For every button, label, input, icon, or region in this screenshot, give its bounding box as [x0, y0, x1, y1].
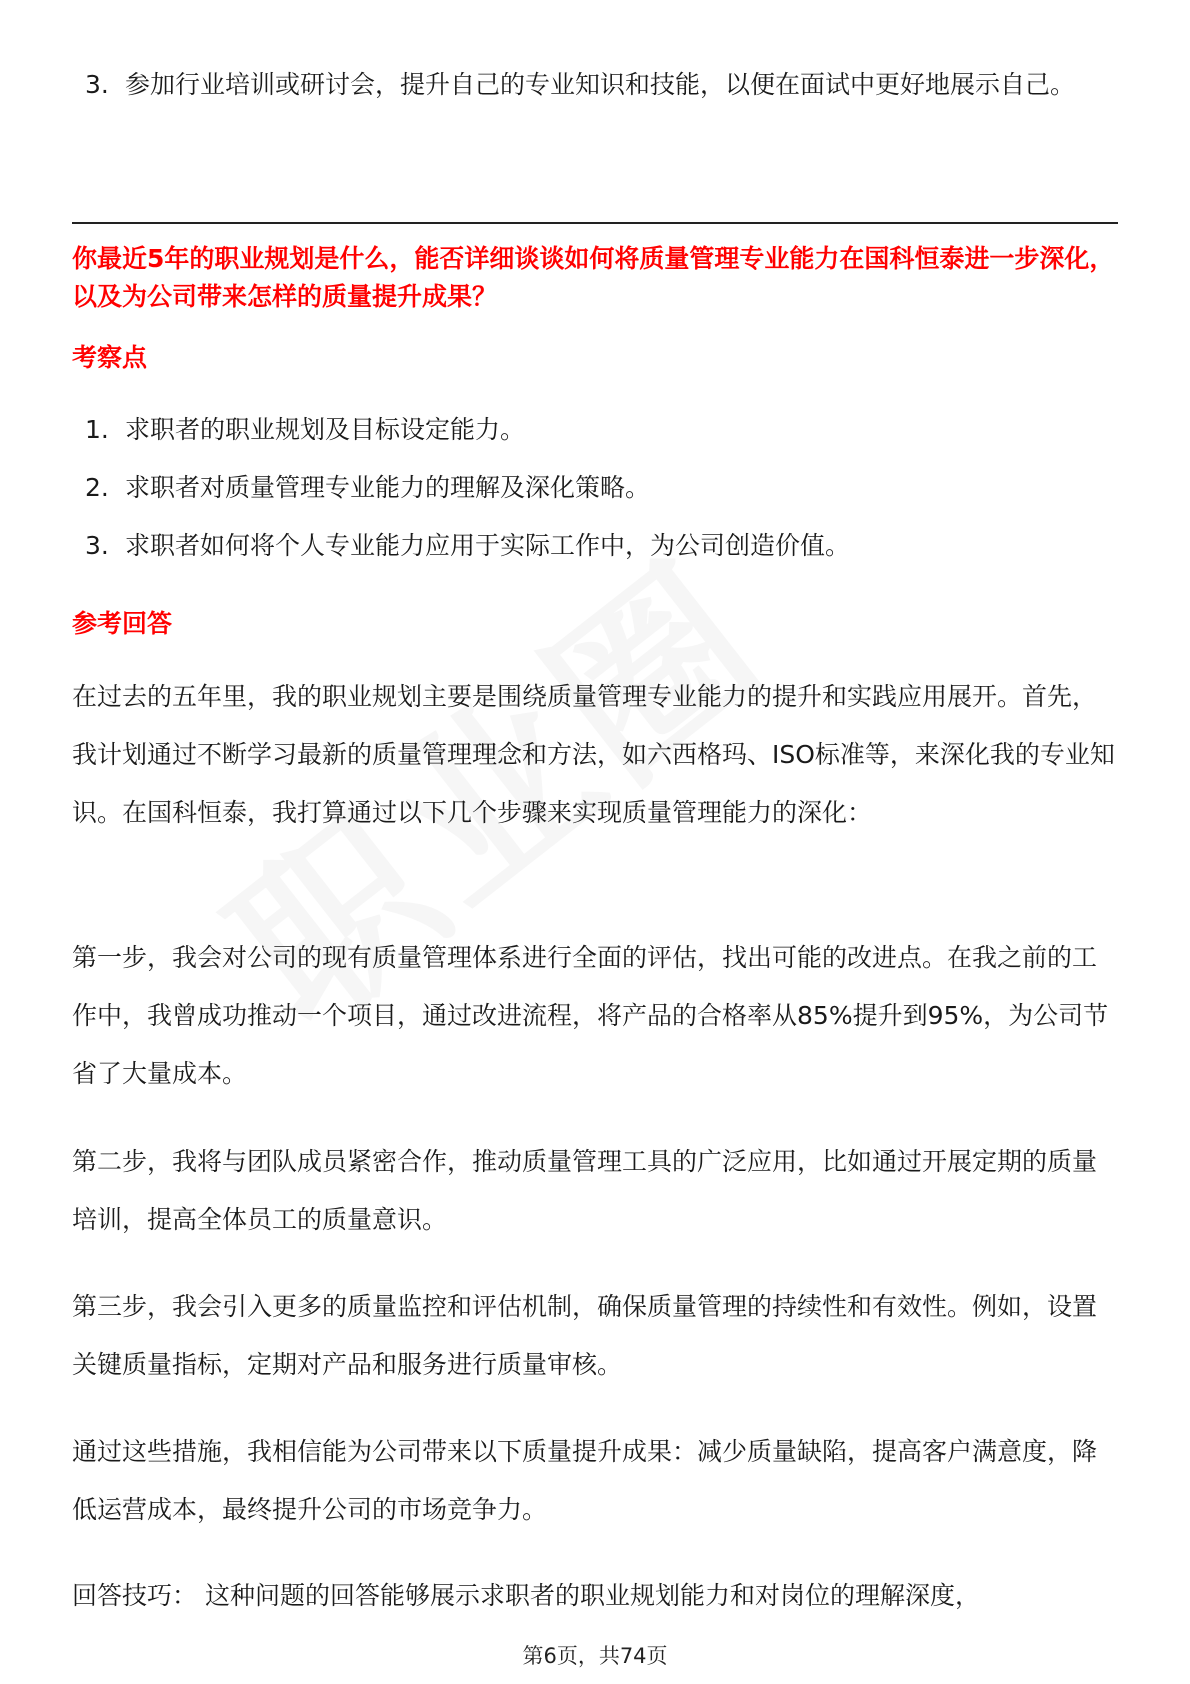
list-item-text: 参加行业培训或研讨会，提升自己的专业知识和技能，以便在面试中更好地展示自己。: [125, 70, 1076, 99]
list-item-number: 3.: [85, 531, 109, 560]
answer-paragraph: 第一步，我会对公司的现有质量管理体系进行全面的评估，找出可能的改进点。在我之前的工作中，我曾成功推动一个项目，通过改进流程，将产品的合格率从85%提升到95%，为公司节省了大量成本。: [72, 943, 1109, 1088]
question-heading: 你最近5年的职业规划是什么，能否详细谈谈如何将质量管理专业能力在国科恒泰进一步深化，以及为公司带来怎样的质量提升成果？: [72, 244, 1115, 311]
list-item: [85, 401, 1115, 459]
assessment-points-list: [85, 401, 1115, 575]
list-item-number: 2.: [85, 473, 109, 502]
list-item-number: 1.: [85, 415, 109, 444]
answer-tips-paragraph: 回答技巧： 这种问题的回答能够展示求职者的职业规划能力和对岗位的理解深度，: [72, 1581, 980, 1610]
list-item: [85, 517, 1115, 575]
assessment-points-title: 考察点: [72, 343, 148, 372]
list-item: [85, 459, 1115, 517]
section-divider: [72, 222, 1118, 224]
list-item-text: 求职者对质量管理专业能力的理解及深化策略。: [125, 473, 651, 502]
continued-list: [85, 56, 1115, 114]
answer-paragraph: 第二步，我将与团队成员紧密合作，推动质量管理工具的广泛应用，比如通过开展定期的质量培训，提高全体员工的质量意识。: [72, 1147, 1098, 1234]
answer-paragraph: 在过去的五年里，我的职业规划主要是围绕质量管理专业能力的提升和实践应用展开。首先，我计划通过不断学习最新的质量管理理念和方法，如六西格玛、ISO标准等，来深化我的专业知识。在国科恒泰，我打算通过以下几个步骤来实现质量管理能力的深化：: [72, 682, 1115, 827]
answer-paragraph: 第三步，我会引入更多的质量监控和评估机制，确保质量管理的持续性和有效性。例如，设置关键质量指标，定期对产品和服务进行质量审核。: [72, 1292, 1098, 1379]
answer-paragraph: 通过这些措施，我相信能为公司带来以下质量提升成果：减少质量缺陷，提高客户满意度，降低运营成本，最终提升公司的市场竞争力。: [72, 1437, 1098, 1524]
list-item: [85, 56, 1115, 114]
list-item-text: 求职者如何将个人专业能力应用于实际工作中，为公司创造价值。: [125, 531, 851, 560]
page-number-footer: 第6页，共74页: [522, 1644, 668, 1668]
list-item-text: 求职者的职业规划及目标设定能力。: [125, 415, 526, 444]
reference-answer-title: 参考回答: [72, 609, 173, 638]
list-item-number: 3.: [85, 70, 109, 99]
